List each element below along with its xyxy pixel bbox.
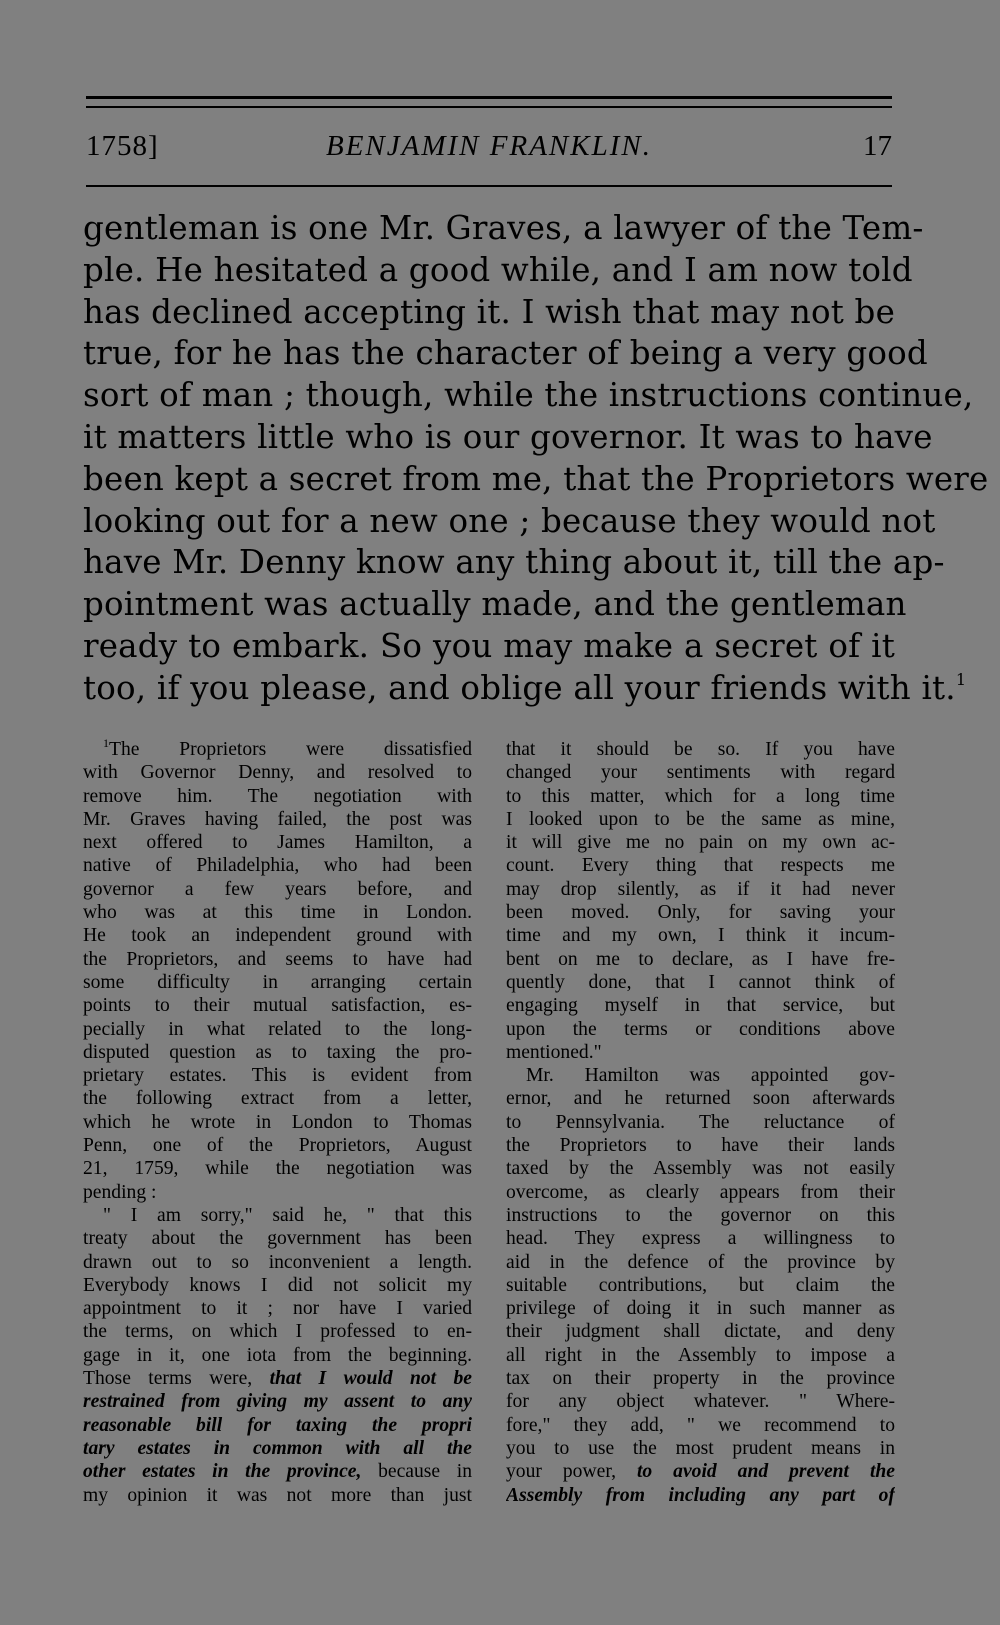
footnote-marker: 1 <box>103 738 109 750</box>
footnote-line: head. They express a willingness to <box>506 1228 895 1250</box>
footnote-line: disputed question as to taxing the pro- <box>83 1041 472 1063</box>
footnote-line: points to their mutual satisfaction, es- <box>83 995 472 1017</box>
footnote-line: with Governor Denny, and resolved to <box>83 762 472 784</box>
running-head <box>86 130 892 170</box>
footnote-line: the following extract from a letter, <box>83 1088 472 1110</box>
footnote-line: quently done, that I cannot think of <box>506 971 895 993</box>
footnote-reference[interactable]: 1 <box>955 669 967 689</box>
body-line: true, for he has the character of being a very good <box>83 334 928 373</box>
footnote-line: native of Philadelphia, who had been <box>83 855 472 877</box>
footnote-line: $^1$The Proprietors were dissatisfied <box>103 738 472 760</box>
footnote-line-italic: restrained from giving my assent to any <box>83 1391 472 1413</box>
body-line: looking out for a new one ; because they would not <box>83 501 936 540</box>
body-text <box>83 208 989 710</box>
footnote-line: you to use the most prudent means in <box>506 1437 895 1459</box>
footnote-line: changed your sentiments with regard <box>506 762 895 784</box>
header-title: BENJAMIN FRANKLIN. <box>326 130 652 162</box>
footnote-line: the Proprietors, and seems to have had <box>83 948 472 970</box>
footnote-line: bent on me to declare, as I have fre- <box>506 948 895 970</box>
body-line: gentleman is one Mr. Graves, a lawyer of the Tem- <box>83 209 924 247</box>
header-rule-top <box>86 96 892 99</box>
footnote-line: Penn, one of the Proprietors, August <box>83 1135 472 1157</box>
footnote-line: suitable contributions, but claim the <box>506 1274 895 1296</box>
body-line: it matters little who is our governor. It was to have <box>83 417 933 456</box>
footnote-line: all right in the Assembly to impose a <box>506 1344 895 1366</box>
footnote-line: privilege of doing it in such manner as <box>506 1298 895 1320</box>
footnote-line: tax on their property in the province <box>506 1368 895 1390</box>
footnote-line-italic: reasonable bill for taxing the propri <box>83 1414 472 1436</box>
body-line: ple. He hesitated a good while, and I am now told <box>83 250 913 289</box>
footnote-line: time and my own, I think it incum- <box>506 925 895 947</box>
footnote-line: upon the terms or conditions above <box>506 1018 895 1040</box>
footnote-line: 21, 1759, while the negotiation was <box>83 1158 472 1180</box>
footnote-line: the terms, on which I professed to en- <box>83 1321 472 1343</box>
footnote-line: Mr. Hamilton was appointed gov- <box>526 1065 895 1087</box>
footnote-line: may drop silently, as if it had never <box>506 878 895 900</box>
footnote-line: other estates in the province, because in <box>83 1461 472 1483</box>
footnote-line: He took an independent ground with <box>83 925 472 947</box>
footnote-line: that it should be so. If you have <box>506 739 895 760</box>
footnote-line: to this matter, which for a long time <box>506 785 895 807</box>
footnote-line: fore," they add, " we recommend to <box>506 1414 895 1436</box>
footnote-line: " I am sorry," said he, " that this <box>103 1204 472 1226</box>
footnote-line: your power, to avoid and prevent the <box>506 1461 895 1483</box>
footnote-line: some difficulty in arranging certain <box>83 971 472 993</box>
footnote-line: instructions to the governor on this <box>506 1204 895 1226</box>
footnote-line: remove him. The negotiation with <box>83 785 472 807</box>
footnote-line: overcome, as clearly appears from their <box>506 1181 895 1203</box>
body-line: pointment was actually made, and the gentleman <box>83 585 907 624</box>
header-rule-bottom <box>86 185 892 187</box>
footnote-line: I looked upon to be the same as mine, <box>506 808 895 830</box>
footnote-line: which he wrote in London to Thomas <box>83 1111 472 1133</box>
footnote-line: aid in the defence of the province by <box>506 1251 895 1273</box>
footnote-line: for any object whatever. " Where- <box>506 1391 895 1413</box>
body-line: has declined accepting it. I wish that may not be <box>83 292 895 331</box>
footnote-line: engaging myself in that service, but <box>506 995 895 1017</box>
footnote-line: it will give me no pain on my own ac- <box>506 832 895 854</box>
body-line: have Mr. Denny know any thing about it, till the ap- <box>83 543 945 582</box>
footnote-line: treaty about the government has been <box>83 1228 472 1250</box>
footnote-line: appointment to it ; nor have I varied <box>83 1298 472 1320</box>
footnote-line-italic: tary estates in common with all the <box>83 1437 472 1459</box>
footnote-line: prietary estates. This is evident from <box>83 1065 472 1087</box>
footnote-line: mentioned." <box>506 1041 602 1063</box>
body-line-last <box>83 668 967 710</box>
footnote-line: count. Every thing that respects me <box>506 855 895 877</box>
footnote-line: to Pennsylvania. The reluctance of <box>506 1111 895 1133</box>
body-line: sort of man ; though, while the instructions continue, <box>83 376 974 415</box>
footnote-line: Those terms were, that I would not be <box>83 1368 472 1390</box>
footnote-line-italic: Assembly from including any part of <box>506 1484 895 1506</box>
header-rule-second <box>86 106 892 108</box>
footnote-line: pecially in what related to the long- <box>83 1018 472 1040</box>
header-year: 1758] <box>86 130 159 162</box>
footnote-line: drawn out to so inconvenient a length. <box>83 1251 472 1273</box>
footnote-column-left <box>83 738 472 1507</box>
footnote-line: next offered to James Hamilton, a <box>83 832 472 854</box>
footnote-line: ernor, and he returned soon afterwards <box>506 1088 895 1110</box>
footnote-line: who was at this time in London. <box>83 902 472 924</box>
footnote-line: my opinion it was not more than just <box>83 1484 472 1506</box>
footnote-line: governor a few years before, and <box>83 878 472 900</box>
footnote-line: been moved. Only, for saving your <box>506 902 895 924</box>
page-number: 17 <box>863 130 892 162</box>
footnote-line: Mr. Graves having failed, the post was <box>83 808 472 830</box>
footnote-line: their judgment shall dictate, and deny <box>506 1321 895 1343</box>
body-line: too, if you please, and oblige all your friends with it. <box>83 668 956 707</box>
footnote-line: gage in it, one iota from the beginning. <box>83 1344 472 1366</box>
footnote-line: Everybody knows I did not solicit my <box>83 1274 472 1296</box>
footnote-column-right <box>506 738 895 1507</box>
body-line: been kept a secret from me, that the Proprietors were <box>83 459 989 498</box>
body-line: ready to embark. So you may make a secret of it <box>83 626 895 665</box>
footnote-line: taxed by the Assembly was not easily <box>506 1158 895 1180</box>
footnote-line: pending : <box>83 1181 157 1203</box>
footnote-line: the Proprietors to have their lands <box>506 1135 895 1157</box>
